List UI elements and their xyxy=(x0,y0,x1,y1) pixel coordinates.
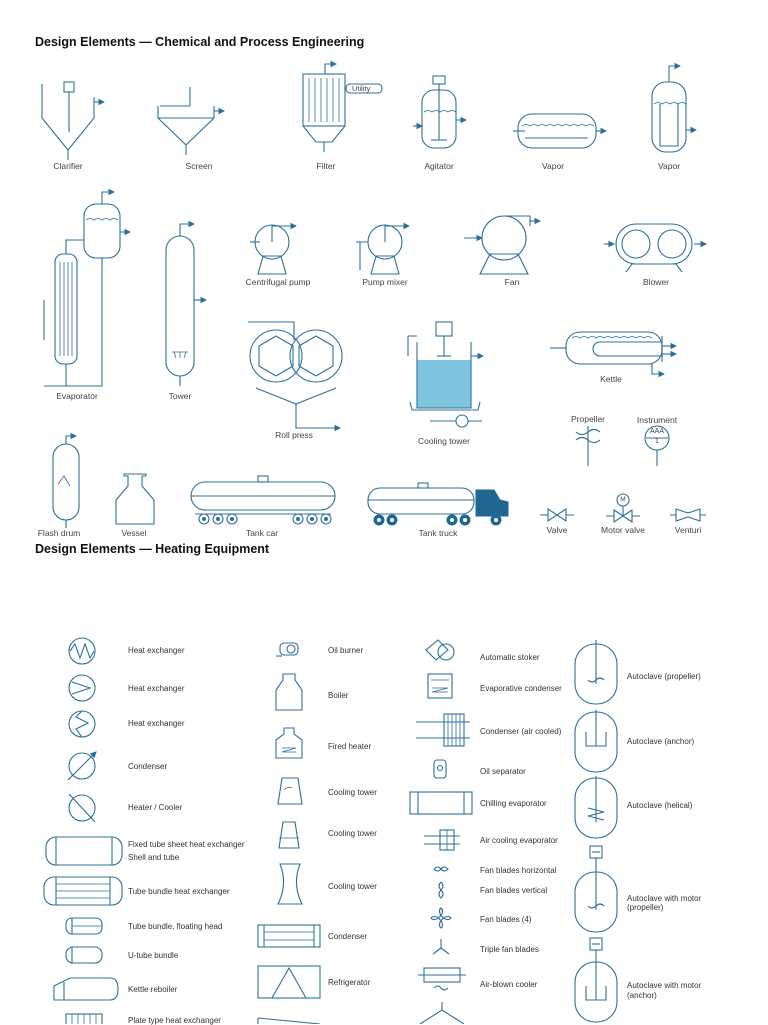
cooling-tower-3-icon xyxy=(278,864,302,904)
label-heater-cooler: Heater / Cooler xyxy=(128,803,183,812)
autoclave-anchor-icon xyxy=(575,710,617,772)
evaporator-symbol xyxy=(44,192,130,386)
label-fan-blades-horizontal: Fan blades horizontal xyxy=(480,866,557,875)
blower-symbol xyxy=(604,224,706,272)
label-oil-separator: Oil separator xyxy=(480,767,526,776)
label-instrument-tag: AAA xyxy=(649,428,665,435)
label-autoclave-motor-2b: (anchor) xyxy=(627,991,657,1000)
label-autoclave-anchor: Autoclave (anchor) xyxy=(627,737,695,746)
air-blown-cooler-icon xyxy=(418,968,466,990)
label-cooling-tower-1: Cooling tower xyxy=(328,788,377,797)
label-automatic-stoker: Automatic stoker xyxy=(480,653,540,662)
autoclave-motor-anchor-icon xyxy=(575,938,617,1022)
label-vapor-1: Vapor xyxy=(541,161,565,171)
section-title-chemical: Design Elements — Chemical and Process Engineering xyxy=(35,35,365,49)
label-screen: Screen xyxy=(185,161,213,171)
heat-exchanger-2-icon xyxy=(69,675,95,701)
label-autoclave-motor-1b: (propeller) xyxy=(627,903,664,912)
oil-separator-icon xyxy=(434,760,446,778)
heat-exchanger-1-icon xyxy=(69,638,95,664)
label-heat-exchanger-2: Heat exchanger xyxy=(128,684,185,693)
label-instrument: Instrument xyxy=(636,415,678,425)
filter-symbol xyxy=(303,64,382,152)
condenser-2-icon xyxy=(258,925,320,947)
label-autoclave-helical: Autoclave (helical) xyxy=(627,801,693,810)
oil-burner-icon xyxy=(276,643,298,656)
centrifugal-pump-symbol xyxy=(250,225,296,274)
fired-heater-icon xyxy=(276,728,302,758)
evaporative-condenser-icon xyxy=(428,674,452,698)
label-tank-truck: Tank truck xyxy=(418,528,458,538)
condenser-air-cooled-icon xyxy=(416,714,470,746)
tank-truck-symbol xyxy=(368,483,508,525)
chilling-evaporator-icon xyxy=(410,792,472,814)
autoclave-propeller-icon xyxy=(575,640,617,704)
label-fixed-tube-sheet: Fixed tube sheet heat exchanger xyxy=(128,840,245,849)
label-shell-and-tube: Shell and tube xyxy=(128,853,180,862)
fan-blades-vertical-icon xyxy=(439,882,443,898)
condenser-icon xyxy=(68,752,96,780)
label-refrigerator: Refrigerator xyxy=(328,978,371,987)
screen-symbol xyxy=(158,87,224,155)
label-clarifier: Clarifier xyxy=(53,161,83,171)
kettle-reboiler-icon xyxy=(54,978,118,1000)
label-autoclave-motor-1: Autoclave with motor xyxy=(627,894,702,903)
label-autoclave-motor-2: Autoclave with motor xyxy=(627,981,702,990)
label-tube-bundle: Tube bundle heat exchanger xyxy=(128,887,230,896)
refrigerator-icon xyxy=(258,966,320,998)
label-fan-blades-vertical: Fan blades vertical xyxy=(480,886,548,895)
label-venturi: Venturi xyxy=(674,525,702,535)
propeller-symbol xyxy=(576,426,600,466)
label-kettle: Kettle xyxy=(600,374,622,384)
partial-bottom-2-icon xyxy=(420,1002,464,1024)
flash-drum-symbol xyxy=(53,436,79,528)
label-floating-head: Tube bundle, floating head xyxy=(128,922,223,931)
floating-head-icon xyxy=(66,918,102,934)
label-tank-car: Tank car xyxy=(245,528,279,538)
pump-mixer-symbol xyxy=(356,225,409,274)
section-title-heating: Design Elements — Heating Equipment xyxy=(35,542,270,556)
boiler-icon xyxy=(276,674,302,710)
partial-bottom-icon xyxy=(258,1018,320,1024)
label-triple-fan-blades: Triple fan blades xyxy=(480,945,539,954)
label-centrifugal-pump: Centrifugal pump xyxy=(245,277,311,287)
tank-car-symbol xyxy=(191,476,335,524)
label-air-cooling-evaporator: Air cooling evaporator xyxy=(480,836,558,845)
label-condenser-air-cooled: Condenser (air cooled) xyxy=(480,727,562,736)
label-vapor-2: Vapor xyxy=(657,161,681,171)
label-motor-m: M xyxy=(620,496,626,503)
valve-symbol xyxy=(540,509,574,521)
label-blower: Blower xyxy=(643,277,669,287)
label-flash-drum: Flash drum xyxy=(37,528,81,538)
label-utility: Utility xyxy=(352,84,371,93)
kettle-symbol xyxy=(550,332,676,374)
label-chilling-evaporator: Chilling evaporator xyxy=(480,799,547,808)
label-tower: Tower xyxy=(168,391,192,401)
label-pump-mixer: Pump mixer xyxy=(362,277,408,287)
label-cooling-tower: Cooling tower xyxy=(418,436,470,446)
label-agitator: Agitator xyxy=(424,161,454,171)
label-heat-exchanger-1: Heat exchanger xyxy=(128,646,185,655)
tower-symbol xyxy=(166,224,206,386)
label-evaporative-condenser: Evaporative condenser xyxy=(480,684,562,693)
label-fan-blades-4: Fan blades (4) xyxy=(480,915,532,924)
label-fired-heater: Fired heater xyxy=(328,742,372,751)
label-vessel: Vessel xyxy=(121,528,147,538)
fixed-tube-sheet-icon xyxy=(46,837,122,865)
label-oil-burner: Oil burner xyxy=(328,646,364,655)
vapor-horizontal-symbol xyxy=(513,114,606,148)
plate-type-icon xyxy=(66,1014,102,1024)
venturi-symbol xyxy=(670,509,706,521)
fan-symbol xyxy=(464,216,540,274)
label-fan: Fan xyxy=(504,277,520,287)
u-tube-bundle-icon xyxy=(66,947,102,963)
label-cooling-tower-2: Cooling tower xyxy=(328,829,377,838)
label-boiler: Boiler xyxy=(328,691,349,700)
label-filter: Filter xyxy=(316,161,336,171)
label-condenser: Condenser xyxy=(128,762,168,771)
roll-press-symbol xyxy=(248,322,342,428)
label-condenser-2: Condenser xyxy=(328,932,368,941)
vapor-vertical-symbol xyxy=(652,66,696,152)
label-air-blown-cooler: Air-blown cooler xyxy=(480,980,538,989)
label-evaporator: Evaporator xyxy=(56,391,98,401)
cooling-tower-1-icon xyxy=(278,778,302,804)
fan-blades-horizontal-icon xyxy=(434,867,448,871)
vessel-symbol xyxy=(116,474,154,524)
tube-bundle-icon xyxy=(44,877,122,905)
autoclave-motor-propeller-icon xyxy=(575,846,617,932)
label-autoclave-propeller: Autoclave (propeller) xyxy=(627,672,701,681)
automatic-stoker-icon xyxy=(426,640,454,660)
label-heat-exchanger-3: Heat exchanger xyxy=(128,719,185,728)
triple-fan-blades-icon xyxy=(433,939,449,954)
label-plate-type: Plate type heat exchanger xyxy=(128,1016,221,1025)
label-propeller: Propeller xyxy=(570,414,606,424)
label-cooling-tower-3: Cooling tower xyxy=(328,882,377,891)
cooling-tower-symbol xyxy=(408,322,483,427)
label-motor-valve: Motor valve xyxy=(601,525,645,535)
autoclave-helical-icon xyxy=(575,776,617,838)
label-instrument-num: 1 xyxy=(655,438,659,445)
label-u-tube-bundle: U-tube bundle xyxy=(128,951,179,960)
fan-blades-4-icon xyxy=(431,908,451,928)
heater-cooler-icon xyxy=(69,794,95,822)
air-cooling-evaporator-icon xyxy=(424,830,460,850)
label-roll-press: Roll press xyxy=(275,430,313,440)
clarifier-symbol xyxy=(42,82,104,160)
label-valve: Valve xyxy=(546,525,568,535)
label-kettle-reboiler: Kettle reboiler xyxy=(128,985,178,994)
agitator-symbol xyxy=(413,76,466,148)
heat-exchanger-3-icon xyxy=(69,711,95,737)
cooling-tower-2-icon xyxy=(279,822,299,848)
